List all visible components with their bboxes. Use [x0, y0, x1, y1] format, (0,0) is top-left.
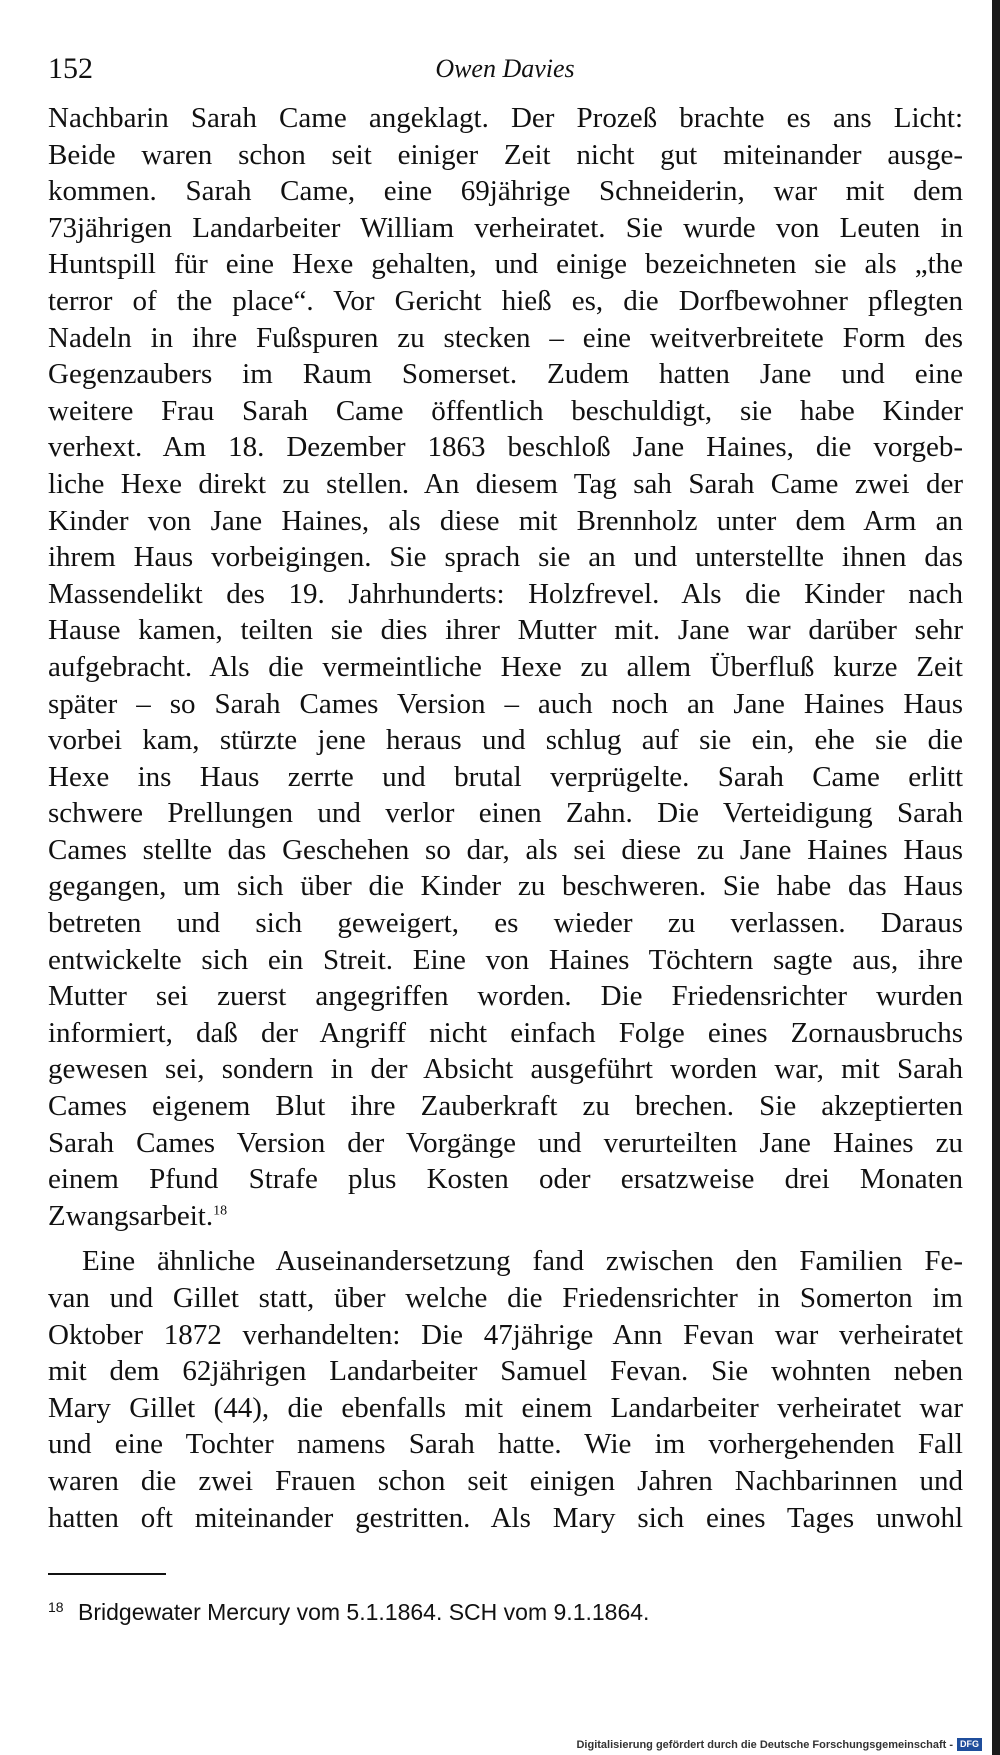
text-line-content: terror of the place“. Vor Gericht hieß es, die Dorfbewohner pflegten — [48, 284, 963, 317]
text-line — [48, 722, 963, 759]
text-line — [48, 503, 963, 540]
text-line — [48, 393, 963, 430]
text-line — [48, 942, 963, 979]
text-line — [48, 1463, 963, 1500]
text-line — [48, 356, 963, 393]
footnote-text: Bridgewater Mercury vom 5.1.1864. SCH vom 9.1.1864. — [78, 1599, 650, 1625]
text-line-content: informiert, daß der Angriff nicht einfach Folge eines Zornausbruchs — [48, 1016, 963, 1049]
text-line-content: Hexe ins Haus zerrte und brutal verprügelte. Sarah Came erlitt — [48, 760, 963, 793]
text-line — [48, 868, 963, 905]
body-text — [48, 100, 963, 1536]
footnote — [48, 1592, 963, 1627]
text-line — [48, 429, 963, 466]
page-number: 152 — [48, 52, 93, 85]
text-line-content: Gegenzaubers im Raum Somerset. Zudem hatten Jane und eine — [48, 358, 963, 391]
text-line-content: entwickelte sich ein Streit. Eine von Haines Töchtern sagte aus, ihre — [48, 943, 963, 976]
paragraph-gap — [48, 1234, 963, 1243]
page-edge-shadow — [992, 0, 1000, 1755]
text-line — [48, 1317, 963, 1354]
text-line-content: Nachbarin Sarah Came angeklagt. Der Prozeß brachte es ans Licht: — [48, 102, 963, 134]
dfg-logo: DFG — [957, 1738, 982, 1751]
text-line — [48, 649, 963, 686]
text-line — [48, 246, 963, 283]
text-line — [48, 576, 963, 613]
text-line-content: Zwangsarbeit. — [48, 1199, 214, 1232]
text-line-content: Cames stellte das Geschehen so dar, als sei diese zu Jane Haines Haus — [48, 833, 963, 866]
text-line-content: Cames eigenem Blut ihre Zauberkraft zu brechen. Sie akzeptierten — [48, 1090, 963, 1123]
text-line-content: betreten und sich geweigert, es wieder zu verlassen. Daraus — [48, 907, 963, 940]
digitization-credit — [576, 1738, 982, 1751]
text-line-content: aufgebracht. Als die vermeintliche Hexe zu allem Überfluß kurze Zeit — [48, 650, 963, 683]
text-line — [48, 466, 963, 503]
text-line — [48, 686, 963, 723]
footnote-reference: 18 — [213, 1203, 228, 1219]
text-line — [48, 1243, 963, 1280]
text-line — [48, 539, 963, 576]
text-line-content: mit dem 62jährigen Landarbeiter Samuel Fevan. Sie wohnten neben — [48, 1355, 963, 1388]
text-line-content: ihrem Haus vorbeigingen. Sie sprach sie an und unterstellte ihnen das — [48, 541, 963, 574]
text-line — [48, 1051, 963, 1088]
text-line-content: gewesen sei, sondern in der Absicht ausgeführt worden war, mit Sarah — [48, 1053, 963, 1086]
text-line-content: hatten oft miteinander gestritten. Als Mary sich eines Tages unwohl — [48, 1501, 963, 1534]
text-line — [48, 1353, 963, 1390]
text-line-content: Eine ähnliche Auseinandersetzung fand zwischen den Familien Fe- — [82, 1245, 963, 1278]
running-head-author: Owen Davies — [435, 54, 575, 83]
text-line — [48, 978, 963, 1015]
text-line-content: weitere Frau Sarah Came öffentlich beschuldigt, sie habe Kinder — [48, 394, 963, 427]
text-line — [48, 1125, 963, 1162]
text-line-content: verhext. Am 18. Dezember 1863 beschloß Jane Haines, die vorgeb- — [48, 431, 963, 464]
footnote-number: 18 — [48, 1599, 64, 1615]
text-line-content: später – so Sarah Cames Version – auch noch an Jane Haines Haus — [48, 687, 963, 720]
text-line — [48, 795, 963, 832]
text-line — [48, 1500, 963, 1537]
text-line-content: Huntspill für eine Hexe gehalten, und einige bezeichneten sie als „the — [48, 248, 963, 281]
text-line — [48, 100, 963, 137]
text-line-content: schwere Prellungen und verlor einen Zahn. Die Verteidigung Sarah — [48, 797, 963, 830]
text-line-content: Kinder von Jane Haines, als diese mit Brennholz unter dem Arm an — [48, 504, 963, 537]
text-line-content: und eine Tochter namens Sarah hatte. Wie im vorhergehenden Fall — [48, 1428, 963, 1461]
text-line-content: Sarah Cames Version der Vorgänge und verurteilten Jane Haines zu — [48, 1126, 963, 1159]
text-line-content: vorbei kam, stürzte jene heraus und schlug auf sie ein, ehe sie die — [48, 724, 963, 757]
text-line — [48, 905, 963, 942]
text-line-content: Oktober 1872 verhandelten: Die 47jährige Ann Fevan war verheiratet — [48, 1318, 963, 1351]
text-line — [48, 612, 963, 649]
text-line-content: waren die zwei Frauen schon seit einigen Jahren Nachbarinnen und — [48, 1464, 963, 1497]
text-line-content: Hause kamen, teilten sie dies ihrer Mutter mit. Jane war darüber sehr — [48, 614, 963, 647]
text-line — [48, 832, 963, 869]
text-line-content: Mary Gillet (44), die ebenfalls mit einem Landarbeiter verheiratet war — [48, 1391, 963, 1424]
digitization-credit-text: Digitalisierung gefördert durch die Deutsche Forschungsgemeinschaft - — [576, 1738, 953, 1751]
text-line — [48, 137, 963, 174]
text-line — [48, 1426, 963, 1463]
text-line — [48, 173, 963, 210]
text-line-content: kommen. Sarah Came, eine 69jährige Schneiderin, war mit dem — [48, 175, 963, 208]
text-line-content: 73jährigen Landarbeiter William verheiratet. Sie wurde von Leuten in — [48, 211, 963, 244]
text-line-content: Massendelikt des 19. Jahrhunderts: Holzfrevel. Als die Kinder nach — [48, 577, 963, 610]
text-line — [48, 1390, 963, 1427]
text-line-content: liche Hexe direkt zu stellen. An diesem Tag sah Sarah Came zwei der — [48, 467, 963, 500]
text-line — [48, 283, 963, 320]
text-line — [48, 1088, 963, 1125]
text-line — [48, 320, 963, 357]
text-line — [48, 1161, 963, 1198]
text-line-content: einem Pfund Strafe plus Kosten oder ersatzweise drei Monaten — [48, 1163, 963, 1196]
text-line-content: Nadeln in ihre Fußspuren zu stecken – eine weitverbreitete Form des — [48, 321, 963, 354]
text-line — [48, 210, 963, 247]
text-line-content: gegangen, um sich über die Kinder zu beschweren. Sie habe das Haus — [48, 870, 963, 903]
footnote-rule — [48, 1573, 166, 1575]
text-line-content: van und Gillet statt, über welche die Friedensrichter in Somerton im — [48, 1282, 963, 1314]
text-line-content: Beide waren schon seit einiger Zeit nicht gut miteinander ausge- — [48, 138, 963, 171]
text-line-content: Mutter sei zuerst angegriffen worden. Die Friedensrichter wurden — [48, 980, 963, 1013]
text-line — [48, 1198, 963, 1235]
text-line — [48, 1015, 963, 1052]
text-line — [48, 1280, 963, 1317]
text-line — [48, 759, 963, 796]
